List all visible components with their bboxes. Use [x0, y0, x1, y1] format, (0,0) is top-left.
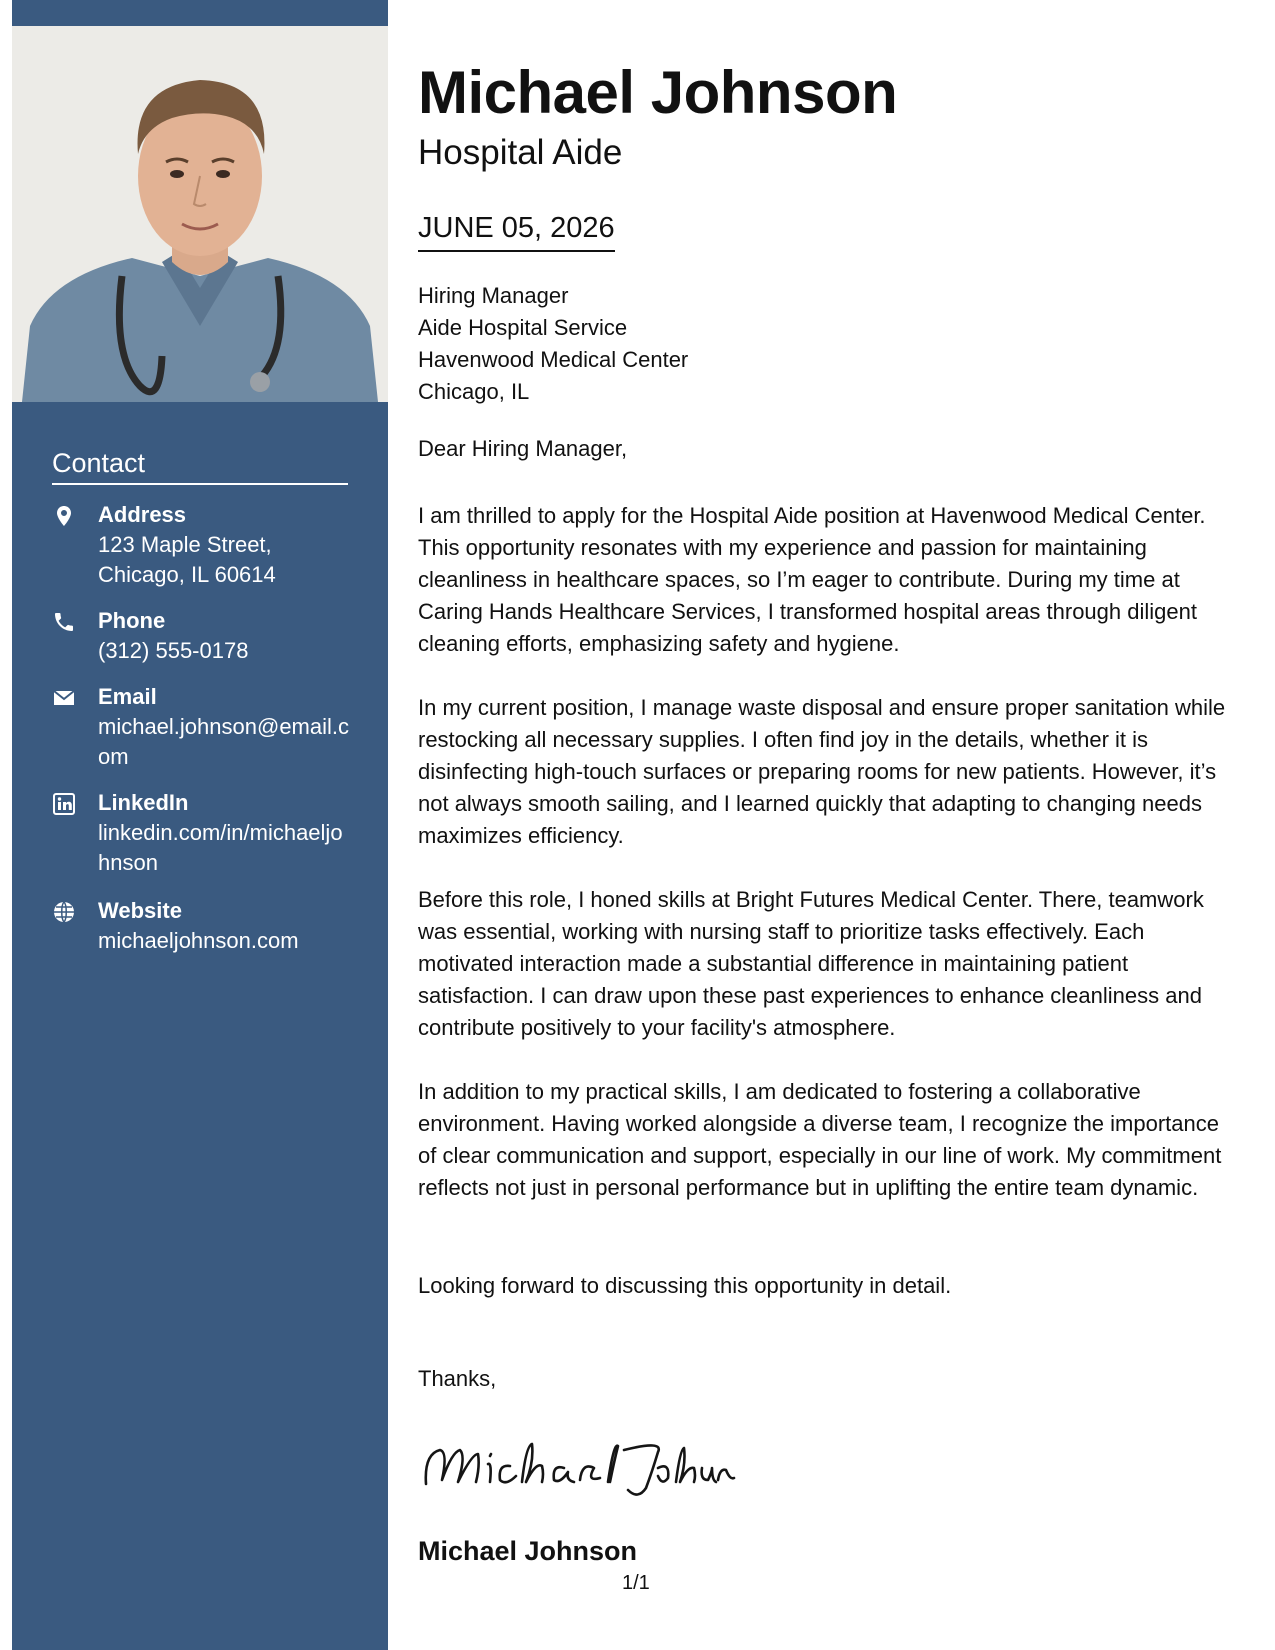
linkedin-value[interactable]: linkedin.com/in/michaeljohnson [98, 820, 343, 875]
linkedin-label: LinkedIn [98, 790, 189, 815]
recipient-line: Hiring Manager [418, 283, 569, 308]
phone-icon [52, 610, 76, 634]
body-paragraph: Before this role, I honed skills at Bright Futures Medical Center. There, teamwork was essential, working with nursing staff to prioritize tasks effectively. Each motivated interaction made a substantial difference in maintaining patient satisfaction. I can draw upon these past experiences to enhance cleanliness and contribute positively to your facility's atmosphere. [418, 887, 1204, 1040]
address-value: 123 Maple Street, Chicago, IL 60614 [98, 532, 276, 587]
body-paragraph: In my current position, I manage waste disposal and ensure proper sanitation while restocking all necessary supplies. I often find joy in the details, whether it is disinfecting high-touch surfaces or preparing rooms for new patients. However, it’s not always smooth sailing, and I learned quickly that adapting to changing needs maximizes efficiency. [418, 695, 1226, 848]
phone-value[interactable]: (312) 555-0178 [98, 638, 249, 663]
profile-photo [12, 26, 388, 402]
email-value[interactable]: michael.johnson@email.com [98, 714, 350, 769]
linkedin-icon [52, 792, 76, 816]
job-title: Hospital Aide [418, 133, 623, 172]
body-paragraph: In addition to my practical skills, I am dedicated to fostering a collaborative environment. Having worked alongside a diverse team, I recognize the importance of clear communication and support, especially in our line of work. My commitment reflects not just in personal performance but in uplifting the entire team dynamic. [418, 1079, 1222, 1200]
applicant-name: Michael Johnson [418, 59, 898, 126]
phone-label: Phone [98, 608, 166, 633]
globe-icon [52, 900, 76, 924]
signatory-name: Michael Johnson [418, 1536, 638, 1566]
recipient-block [418, 280, 688, 408]
handwritten-signature [418, 1432, 738, 1507]
body-paragraph: I am thrilled to apply for the Hospital Aide position at Havenwood Medical Center. This opportunity resonates with my experience and passion for maintaining cleanliness in healthcare spaces, so I’m eager to contribute. During my time at Caring Hands Healthcare Services, I transformed hospital areas through diligent cleaning efforts, emphasizing safety and hygiene. [418, 503, 1206, 656]
closing: Thanks, [418, 1366, 497, 1391]
salutation: Dear Hiring Manager, [418, 436, 628, 461]
letter-date: JUNE 05, 2026 [418, 212, 615, 252]
page-number: 1/1 [622, 1572, 650, 1594]
address-label: Address [98, 502, 187, 527]
email-label: Email [98, 684, 157, 709]
recipient-line: Aide Hospital Service [418, 315, 628, 340]
website-label: Website [98, 898, 182, 923]
location-pin-icon [52, 504, 76, 528]
recipient-line: Chicago, IL [418, 379, 530, 404]
body-paragraph: Looking forward to discussing this opportunity in detail. [418, 1273, 952, 1298]
website-value[interactable]: michaeljohnson.com [98, 928, 299, 953]
recipient-line: Havenwood Medical Center [418, 347, 689, 372]
envelope-icon [52, 686, 76, 710]
contact-heading: Contact [52, 448, 348, 485]
